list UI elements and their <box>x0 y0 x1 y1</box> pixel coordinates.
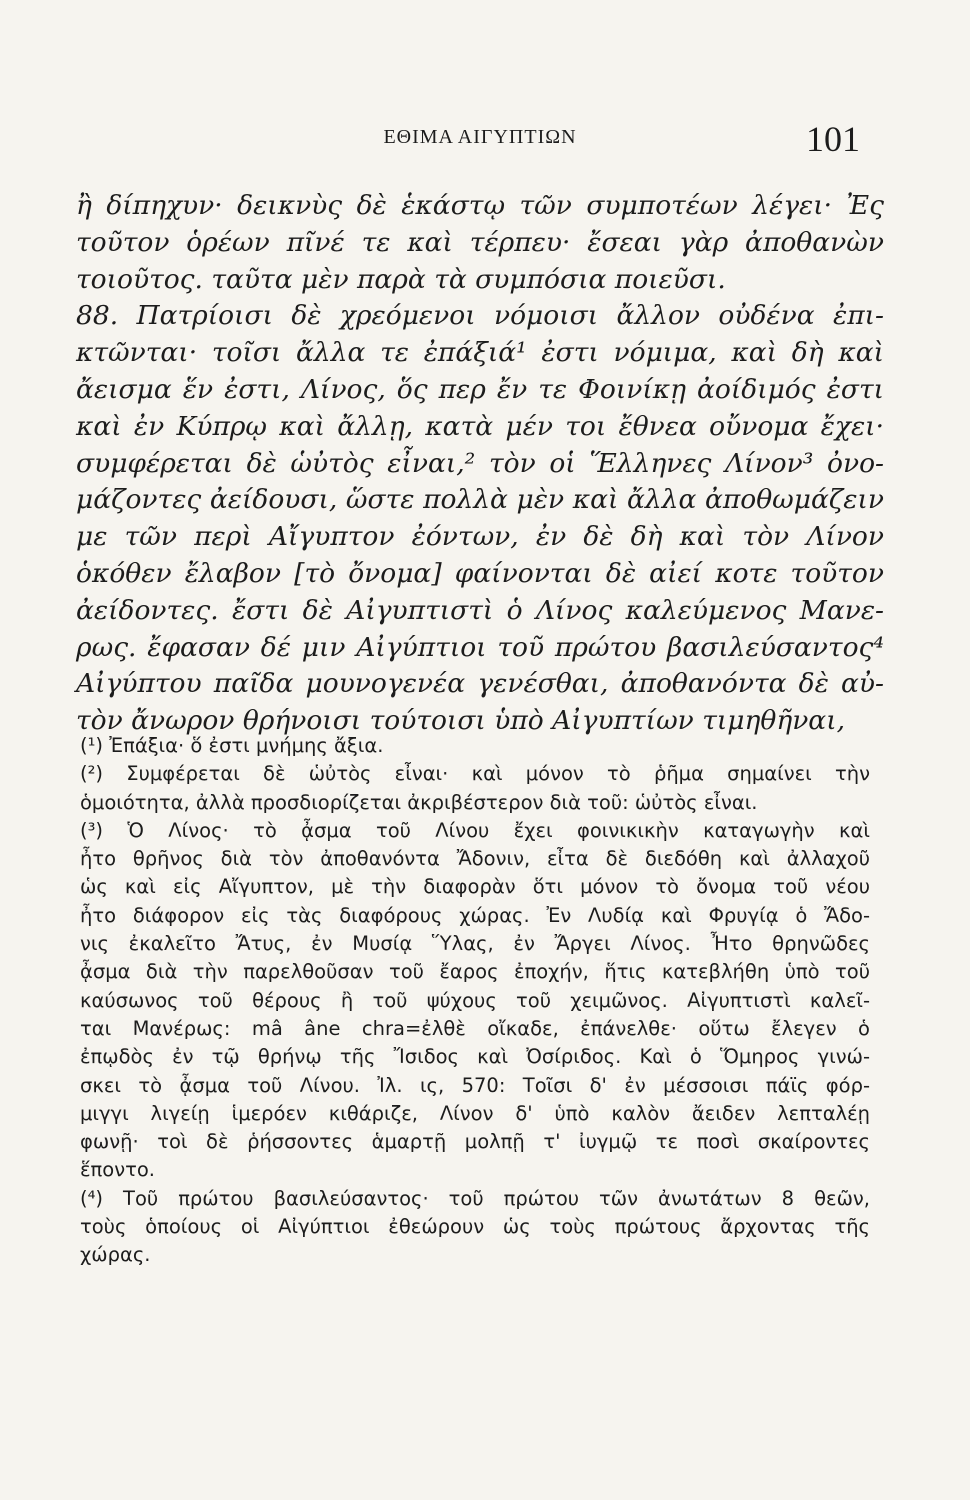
footnote-line: (³) Ὁ Λίνος· τὸ ᾆσμα τοῦ Λίνου ἔχει φοινικικὴν καταγωγὴν καὶ <box>80 818 870 842</box>
page-number: 101 <box>806 119 860 159</box>
text-line: τοῦτον ὁρέων πῖνέ τε καὶ τέρπευ· ἔσεαι γὰρ ἀποθανὼν <box>76 226 884 258</box>
text-line: τοιοῦτος. ταῦτα μὲν παρὰ τὰ συμπόσια ποιεῦσι. <box>76 263 726 295</box>
footnote-line: ἐπῳδὸς ἐν τῷ θρήνῳ τῆς Ἴσιδος καὶ Ὀσίριδος. Καὶ ὁ Ὅμηρος γινώ- <box>80 1045 870 1069</box>
footnote-line: καύσωνος τοῦ θέρους ἢ τοῦ ψύχους τοῦ χειμῶνος. Αἰγυπτιστὶ καλεῖ- <box>80 988 870 1012</box>
footnote-line: ἦτο διάφορον εἰς τὰς διαφόρους χώρας. Ἐν Λυδίᾳ καὶ Φρυγίᾳ ὁ Ἄδο- <box>80 903 870 927</box>
footnote-line: ἕποντο. <box>80 1158 155 1182</box>
footnote-line: τοὺς ὁποίους οἱ Αἰγύπτιοι ἐθεώρουν ὡς τοὺς πρώτους ἄρχοντας τῆς <box>80 1215 870 1239</box>
text-line: με τῶν περὶ Αἴγυπτον ἐόντων, ἐν δὲ δὴ καὶ τὸν Λίνον <box>76 521 884 553</box>
text-line: ρως. ἔφασαν δέ μιν Αἰγύπτιοι τοῦ πρώτου βασιλεύσαντος⁴ <box>76 631 884 663</box>
text-line: τὸν ἄνωρον θρήνοισι τούτοισι ὑπὸ Αἰγυπτίων τιμηθῆναι, <box>76 705 846 737</box>
footnote-line: νις ἐκαλεῖτο Ἄτυς, ἐν Μυσίᾳ Ὕλας, ἐν Ἄργει Λίνος. Ἦτο θρηνῶδες <box>80 932 870 956</box>
main-text <box>76 188 884 740</box>
text-line: μάζοντες ἀείδουσι, ὥστε πολλὰ μὲν καὶ ἄλλα ἀποθωμάζειν <box>76 484 884 516</box>
footnote-line: (²) Συμφέρεται δὲ ὡὐτὸς εἶναι· καὶ μόνον τὸ ῥῆμα σημαίνει τὴν <box>80 762 870 786</box>
footnote-line: φωνῇ· τοὶ δὲ ῥήσσοντες ἁμαρτῇ μολπῇ τ' ἰυγμῷ τε ποσὶ σκαίροντες <box>80 1130 870 1154</box>
running-title: ΕΘΙΜΑ ΑΙΓΥΠΤΙΩΝ <box>383 126 577 148</box>
text-line: ἀείδοντες. ἔστι δὲ Αἰγυπτιστὶ ὁ Λίνος καλεύμενος Μανε- <box>76 594 884 626</box>
footnotes <box>80 732 870 1270</box>
footnote-line: χώρας. <box>80 1243 151 1267</box>
footnote-line: ὁμοιότητα, ἀλλὰ προσδιορίζεται ἀκριβέστερον διὰ τοῦ: ὡὐτὸς εἶναι. <box>80 790 758 814</box>
footnote-line: (¹) Ἐπάξια· ὅ ἐστι μνήμης ἄξια. <box>80 734 384 757</box>
text-line: συμφέρεται δὲ ὡὐτὸς εἶναι,² τὸν οἱ Ἕλληνες Λίνον³ ὀνο- <box>76 447 884 479</box>
footnote-line: σκει τὸ ᾆσμα τοῦ Λίνου. Ἰλ. ις, 570: Τοῖσι δ' ἐν μέσσοισι πάϊς φόρ- <box>80 1073 870 1097</box>
text-line: καὶ ἐν Κύπρῳ καὶ ἄλλῃ, κατὰ μέν τοι ἔθνεα οὔνομα ἔχει· <box>76 410 884 442</box>
footnote-line: μιγγι λιγείῃ ἱμερόεν κιθάριζε, Λίνον δ' ὑπὸ καλὸν ἄειδεν λεπταλέῃ <box>80 1101 870 1125</box>
text-line: Αἰγύπτου παῖδα μουνογενέα γενέσθαι, ἀποθανόντα δὲ αὐ- <box>76 668 884 700</box>
text-line: ἢ δίπηχυν· δεικνὺς δὲ ἑκάστῳ τῶν συμποτέων λέγει· Ἐς <box>76 190 884 221</box>
text-line: ἄεισμα ἕν ἐστι, Λίνος, ὅς περ ἔν τε Φοινίκῃ ἀοίδιμός ἐστι <box>76 373 884 405</box>
footnote-line: ἦτο θρῆνος διὰ τὸν ἀποθανόντα Ἄδονιν, εἶτα δὲ διεδόθη καὶ ἀλλαχοῦ <box>80 847 870 871</box>
page-header <box>80 118 880 162</box>
text-line: κτῶνται· τοῖσι ἄλλα τε ἐπάξιά¹ ἐστι νόμιμα, καὶ δὴ καὶ <box>76 337 884 369</box>
footnote-line: ᾆσμα διὰ τὴν παρελθοῦσαν τοῦ ἔαρος ἐποχήν, ἥτις κατεβλήθη ὑπὸ τοῦ <box>80 960 870 984</box>
footnote-line: (⁴) Τοῦ πρώτου βασιλεύσαντος· τοῦ πρώτου τῶν ἀνωτάτων 8 θεῶν, <box>80 1186 870 1210</box>
footnote-line: ὡς καὶ εἰς Αἴγυπτον, μὲ τὴν διαφορὰν ὅτι μόνον τὸ ὄνομα τοῦ νέου <box>80 875 870 899</box>
text-line: ὁκόθεν ἔλαβον [τὸ ὄνομα] φαίνονται δὲ αἰεί κοτε τοῦτον <box>76 557 884 589</box>
text-line: 88. Πατρίοισι δὲ χρεόμενοι νόμοισι ἄλλον οὐδένα ἐπι- <box>76 300 884 332</box>
footnote-line: ται Μανέρως: mâ âne chra=ἐλθὲ οἴκαδε, ἐπάνελθε· οὕτω ἔλεγεν ὁ <box>80 1016 870 1040</box>
